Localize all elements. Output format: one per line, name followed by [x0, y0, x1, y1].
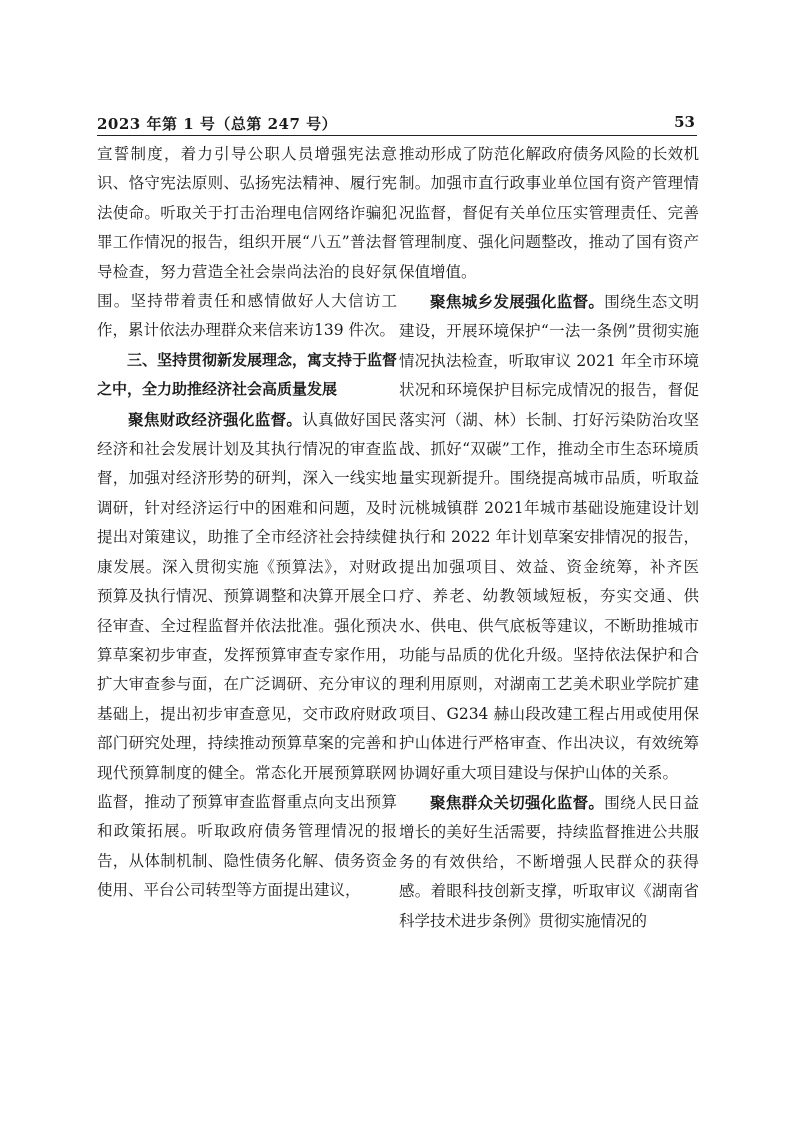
paragraph-body: 认真做好国民经济和社会发展计划及其执行情况的审查监督，加强对经济形势的研判，深入一线实地调研，针对经济运行中的困难和问题，及时提出对策建议，助推了全市经济社会持续健康发展。深入贯彻实施《预算法》，对财政预算及执行情况、预算调整和决算开展全口径审查、全过程监督并依法批准。强化预决算草案初步审查，发挥预算审查专家作用，扩大审查参与面，在广泛调研、充分审议的基础上，提出初步审查意见，交市政府财政部门研究处理，持续推动预算草案的完善和现代预算制度的健全。常态化开展预算联网监督，推动了预算审查监督重点向支出预算和政策拓展。听取政府债务管理情况的报告，从体制机制、隐性债务化解、债务资金使用、平台公司转型等方面提出建议， [97, 410, 397, 900]
paragraph-urban-rural [399, 287, 699, 788]
paragraph-continued: 推动形成了防范化解政府债务风险的长效机制。加强市直行政事业单位国有资产管理情况监督，督促有关单位压实管理责任、完善管理制度、强化问题整改，推动了国有资产保值增值。 [399, 145, 699, 281]
paragraph-body: 围绕生态文明建设，开展环境保护“一法一条例”贯彻实施情况执法检查，听取审议 2021 年全市环境状况和环境保护目标完成情况的报告，督促落实河（湖、林）长制、打好污染防治攻坚战、抓好“双碳”工作，推动全市生态环境质量实现新提升。围绕提高城市品质，听取益沅桃城镇群 2021年城市基础设施建设计划执行和 2022 年计划草案安排情况的报告，提出加强项目、效益、资金统筹，补齐医疗、养老、幼教领域短板，夯实交通、供水、供电、供气底板等建议，不断助推城市功能与品质的优化升级。坚持依法保护和合理利用原则，对湖南工艺美术职业学院扩建项目、G234 赫山段改建工程占用或使用保护山体进行严格审查、作出决议，有效统筹协调好重大项目建设与保护山体的关系。 [399, 293, 699, 782]
page-number: 53 [674, 113, 695, 131]
left-column [97, 140, 397, 906]
paragraph-public-concern [399, 788, 699, 936]
paragraph-finance [97, 405, 397, 906]
running-header [97, 113, 697, 136]
section-heading: 三、坚持贯彻新发展理念，寓支持于监督之中，全力助推经济社会高质量发展 [97, 350, 398, 399]
right-column [399, 140, 699, 936]
paragraph-lead: 聚焦群众关切强化监督。 [430, 792, 605, 812]
paragraph-body: 围绕人民日益增长的美好生活需要，持续监督推进公共服务的有效供给，不断增强人民群众的获得感。着眼科技创新支撑，听取审议《湖南省科学技术进步条例》贯彻实施情况的 [399, 793, 699, 930]
paragraph-lead: 聚焦财政经济强化监督。 [128, 409, 303, 429]
paragraph-lead: 聚焦城乡发展强化监督。 [430, 292, 605, 312]
issue-label: 2023 年第 1 号（总第 247 号） [97, 115, 338, 133]
paragraph-continued: 宣誓制度，着力引导公职人员增强宪法意识、恪守宪法原则、弘扬宪法精神、履行宪法使命。听取关于打击治理电信网络诈骗犯罪工作情况的报告，组织开展“八五”普法督导检查，努力营造全社会崇尚法治的良好氛围。坚持带着责任和感情做好人大信访工作，累计依法办理群众来信来访139 件次。 [97, 145, 397, 340]
